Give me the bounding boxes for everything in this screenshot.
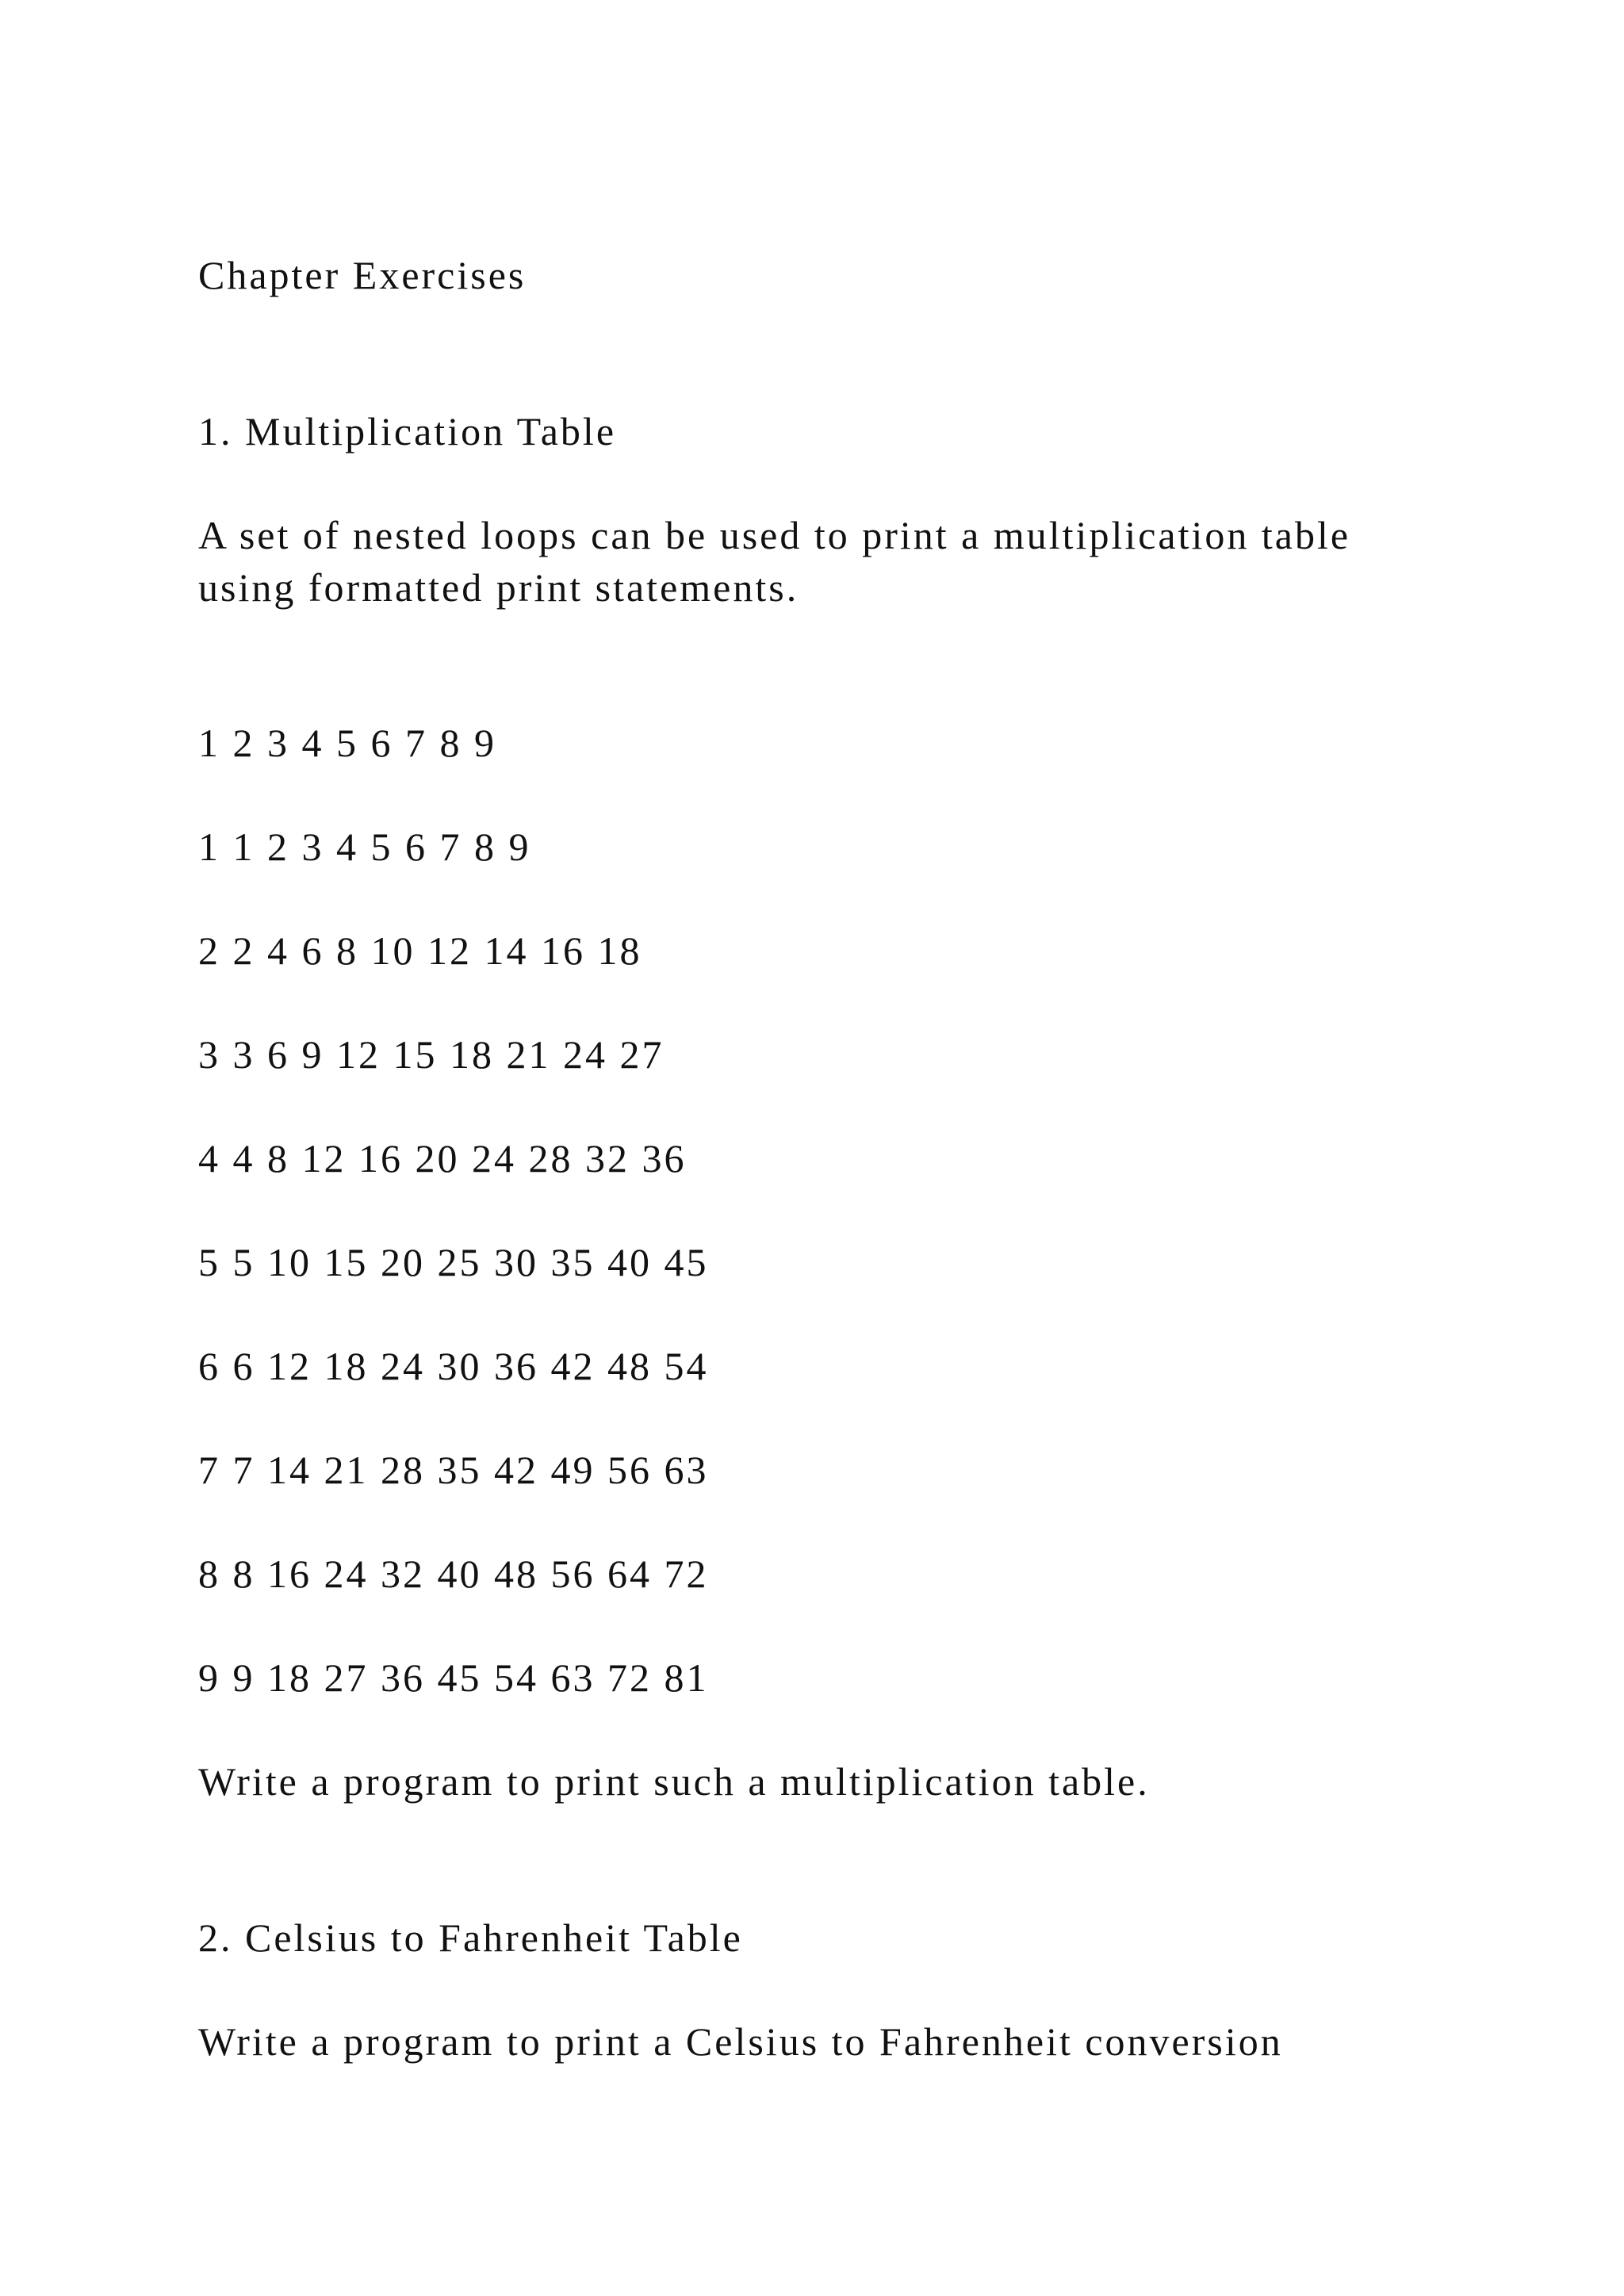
table-row-2: 2 2 4 6 8 10 12 14 16 18 xyxy=(198,928,642,973)
table-row-7: 7 7 14 21 28 35 42 49 56 63 xyxy=(198,1448,709,1492)
exercise-2-intro-line-1: Write a program to print a Celsius to Fahrenheit conversion xyxy=(198,2019,1283,2064)
exercise-1-intro-line-2: using formatted print statements. xyxy=(198,565,799,610)
table-row-3: 3 3 6 9 12 15 18 21 24 27 xyxy=(198,1032,665,1077)
table-row-5: 5 5 10 15 20 25 30 35 40 45 xyxy=(198,1240,709,1284)
exercise-2-heading: 2. Celsius to Fahrenheit Table xyxy=(198,1915,743,1960)
exercise-1-instruction: Write a program to print such a multiplication table. xyxy=(198,1759,1150,1804)
exercise-1-heading: 1. Multiplication Table xyxy=(198,409,617,453)
chapter-title: Chapter Exercises xyxy=(198,253,527,297)
table-row-9: 9 9 18 27 36 45 54 63 72 81 xyxy=(198,1655,709,1700)
exercise-1-intro-line-1: A set of nested loops can be used to print a multiplication table xyxy=(198,513,1351,557)
table-row-6: 6 6 12 18 24 30 36 42 48 54 xyxy=(198,1344,709,1388)
table-row-header: 1 2 3 4 5 6 7 8 9 xyxy=(198,721,496,765)
table-row-8: 8 8 16 24 32 40 48 56 64 72 xyxy=(198,1552,709,1596)
table-row-1: 1 1 2 3 4 5 6 7 8 9 xyxy=(198,825,531,869)
table-row-4: 4 4 8 12 16 20 24 28 32 36 xyxy=(198,1136,687,1181)
